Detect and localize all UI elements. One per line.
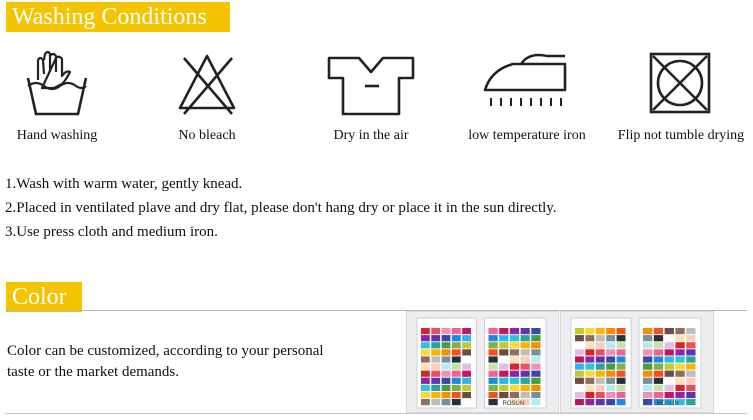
thread-swatch	[442, 356, 451, 362]
thread-swatch	[462, 378, 471, 384]
thread-swatch	[452, 349, 461, 355]
thread-swatch	[421, 378, 430, 384]
thread-swatch	[531, 392, 540, 398]
thread-swatch	[643, 335, 652, 341]
washing-instructions	[5, 172, 745, 244]
thread-swatch	[686, 399, 695, 405]
thread-swatch	[431, 342, 440, 348]
thread-swatch	[654, 371, 663, 377]
thread-swatch	[643, 356, 652, 362]
thread-swatch	[654, 378, 663, 384]
instruction-line: 2.Placed in ventilated plave and dry flat, please don't hang dry or place it in the sun directly.	[5, 200, 557, 216]
thread-swatch	[643, 364, 652, 370]
thread-swatch	[452, 328, 461, 334]
thread-swatch	[510, 335, 519, 341]
thread-swatch	[585, 364, 594, 370]
thread-swatch	[431, 371, 440, 377]
thread-swatch	[521, 328, 530, 334]
thread-swatch	[606, 349, 615, 355]
thread-swatch	[442, 349, 451, 355]
thread-swatch	[499, 385, 508, 391]
thread-swatch	[686, 349, 695, 355]
thread-swatch	[686, 356, 695, 362]
card-brand-label: ROSUN	[502, 401, 525, 407]
thread-swatch	[431, 378, 440, 384]
symbol-no-tumble-dry	[612, 50, 750, 144]
thread-swatch	[489, 356, 498, 362]
color-banner	[6, 282, 82, 312]
thread-swatch	[489, 328, 498, 334]
thread-swatch	[489, 392, 498, 398]
thread-swatch	[489, 342, 498, 348]
thread-swatch	[462, 399, 471, 405]
thread-swatch	[585, 385, 594, 391]
symbol-label: low temperature iron	[468, 128, 586, 143]
thread-swatch	[521, 385, 530, 391]
thread-swatch	[499, 342, 508, 348]
symbol-no-bleach	[162, 50, 252, 144]
thread-swatch	[675, 364, 684, 370]
thread-swatch	[654, 385, 663, 391]
thread-swatch	[521, 392, 530, 398]
thread-swatch	[531, 399, 540, 405]
thread-swatch	[452, 371, 461, 377]
symbol-hand-washing	[12, 50, 102, 144]
divider	[5, 413, 747, 414]
thread-swatch	[510, 342, 519, 348]
thread-swatch	[510, 385, 519, 391]
thread-swatch	[489, 385, 498, 391]
thread-swatch	[617, 335, 626, 341]
thread-swatch	[643, 349, 652, 355]
thread-swatch	[489, 371, 498, 377]
thread-swatch	[686, 378, 695, 384]
thread-swatch	[686, 364, 695, 370]
thread-swatch	[452, 392, 461, 398]
thread-swatch	[665, 328, 674, 334]
thread-swatch	[421, 356, 430, 362]
thread-swatch	[585, 399, 594, 405]
thread-swatch	[499, 392, 508, 398]
thread-swatch	[575, 342, 584, 348]
thread-swatch	[531, 335, 540, 341]
thread-swatch	[596, 392, 605, 398]
thread-swatch	[431, 335, 440, 341]
thread-swatch	[521, 364, 530, 370]
thread-swatch	[452, 335, 461, 341]
thread-swatch	[654, 392, 663, 398]
card-brand-label: ROSUN	[657, 401, 679, 407]
thread-swatch	[585, 328, 594, 334]
thread-swatch	[606, 392, 615, 398]
thread-swatch	[665, 335, 674, 341]
thread-swatch	[575, 349, 584, 355]
color-card-photo-right	[560, 311, 714, 413]
thread-swatch	[675, 371, 684, 377]
thread-swatch	[686, 371, 695, 377]
color-description-line: Color can be customized, according to your personal	[7, 343, 324, 359]
thread-swatch	[643, 378, 652, 384]
thread-swatch	[606, 328, 615, 334]
thread-swatch	[510, 378, 519, 384]
thread-swatch	[665, 364, 674, 370]
thread-swatch	[654, 342, 663, 348]
thread-swatch	[442, 335, 451, 341]
thread-swatch	[596, 335, 605, 341]
thread-swatch	[675, 349, 684, 355]
thread-swatch	[421, 392, 430, 398]
thread-swatch	[617, 328, 626, 334]
color-description	[7, 341, 387, 383]
thread-swatch	[421, 342, 430, 348]
thread-swatch	[686, 328, 695, 334]
thread-swatch	[675, 342, 684, 348]
thread-swatch	[606, 335, 615, 341]
thread-swatch	[643, 392, 652, 398]
thread-swatch	[421, 349, 430, 355]
thread-swatch	[421, 364, 430, 370]
thread-swatch	[531, 356, 540, 362]
thread-swatch	[617, 342, 626, 348]
thread-swatch	[643, 328, 652, 334]
thread-swatch	[686, 342, 695, 348]
thread-swatch	[643, 399, 652, 405]
thread-swatch	[431, 349, 440, 355]
thread-swatch	[521, 342, 530, 348]
thread-swatch	[585, 349, 594, 355]
thread-swatch	[431, 399, 440, 405]
thread-swatch	[462, 342, 471, 348]
color-title: Color	[12, 284, 67, 310]
thread-swatch	[665, 356, 674, 362]
thread-swatch	[499, 349, 508, 355]
thread-swatch	[531, 328, 540, 334]
thread-swatch	[606, 364, 615, 370]
thread-swatch	[617, 349, 626, 355]
thread-swatch	[421, 399, 430, 405]
thread-swatch	[596, 342, 605, 348]
thread-swatch	[675, 378, 684, 384]
dry-in-air-icon	[325, 50, 417, 118]
thread-swatch	[617, 392, 626, 398]
instruction-line: 1.Wash with warm water, gently knead.	[5, 176, 243, 192]
thread-swatch	[431, 364, 440, 370]
thread-swatch	[575, 364, 584, 370]
thread-swatch	[617, 371, 626, 377]
thread-swatch	[510, 356, 519, 362]
thread-swatch	[531, 349, 540, 355]
thread-swatch	[643, 342, 652, 348]
thread-swatch	[421, 335, 430, 341]
thread-swatch	[596, 364, 605, 370]
symbol-label: No bleach	[178, 128, 236, 143]
thread-swatch	[462, 392, 471, 398]
thread-swatch	[665, 378, 674, 384]
thread-swatch	[531, 364, 540, 370]
thread-swatch	[462, 371, 471, 377]
thread-swatch	[489, 335, 498, 341]
thread-swatch	[442, 371, 451, 377]
thread-swatch	[665, 349, 674, 355]
washing-conditions-title: Washing Conditions	[12, 4, 207, 30]
thread-swatch	[596, 378, 605, 384]
thread-swatch	[606, 378, 615, 384]
thread-swatch	[575, 392, 584, 398]
thread-swatch	[521, 335, 530, 341]
thread-swatch	[596, 371, 605, 377]
thread-swatch	[431, 328, 440, 334]
thread-swatch	[431, 356, 440, 362]
thread-swatch	[489, 364, 498, 370]
thread-swatch	[489, 349, 498, 355]
thread-swatch	[654, 356, 663, 362]
thread-swatch	[531, 378, 540, 384]
thread-swatch	[585, 378, 594, 384]
thread-swatch	[521, 371, 530, 377]
thread-swatch	[617, 399, 626, 405]
low-temp-iron-icon	[477, 50, 577, 118]
thread-swatch	[499, 378, 508, 384]
thread-swatch	[675, 356, 684, 362]
symbol-label: Dry in the air	[333, 128, 409, 143]
thread-swatch	[421, 385, 430, 391]
thread-swatch	[521, 349, 530, 355]
thread-swatch	[489, 399, 498, 405]
thread-swatch	[462, 385, 471, 391]
thread-swatch	[499, 328, 508, 334]
thread-swatch	[675, 335, 684, 341]
thread-swatch	[596, 328, 605, 334]
thread-swatch	[421, 371, 430, 377]
hand-wash-icon	[24, 50, 90, 118]
symbol-dry-in-air	[322, 50, 420, 144]
thread-swatch	[510, 328, 519, 334]
thread-swatch	[575, 378, 584, 384]
thread-swatch	[510, 392, 519, 398]
thread-swatch	[575, 335, 584, 341]
thread-swatch	[510, 349, 519, 355]
thread-swatch	[606, 342, 615, 348]
thread-swatch	[452, 342, 461, 348]
thread-swatch	[510, 371, 519, 377]
color-card-photo-left	[406, 311, 559, 413]
thread-swatch	[442, 392, 451, 398]
thread-swatch	[617, 385, 626, 391]
thread-swatch	[675, 392, 684, 398]
washing-conditions-banner	[6, 2, 230, 32]
thread-swatch	[585, 356, 594, 362]
thread-swatch	[665, 371, 674, 377]
thread-swatch	[442, 364, 451, 370]
thread-swatch	[617, 356, 626, 362]
thread-swatch	[442, 399, 451, 405]
symbol-low-temp-iron	[458, 50, 596, 144]
thread-swatch	[431, 385, 440, 391]
thread-swatch	[686, 385, 695, 391]
thread-swatch	[686, 392, 695, 398]
color-card-image	[561, 312, 713, 412]
thread-swatch	[510, 364, 519, 370]
thread-swatch	[442, 378, 451, 384]
thread-swatch	[654, 328, 663, 334]
thread-swatch	[675, 385, 684, 391]
thread-swatch	[596, 399, 605, 405]
thread-swatch	[585, 335, 594, 341]
thread-swatch	[654, 349, 663, 355]
thread-swatch	[606, 356, 615, 362]
thread-swatch	[521, 378, 530, 384]
thread-swatch	[431, 392, 440, 398]
symbol-label: Flip not tumble drying	[617, 128, 745, 143]
care-symbols-row	[0, 50, 753, 160]
thread-swatch	[452, 356, 461, 362]
thread-swatch	[462, 364, 471, 370]
thread-swatch	[531, 385, 540, 391]
thread-swatch	[421, 328, 430, 334]
thread-swatch	[452, 378, 461, 384]
thread-swatch	[452, 399, 461, 405]
thread-swatch	[575, 371, 584, 377]
thread-swatch	[643, 385, 652, 391]
thread-swatch	[606, 371, 615, 377]
thread-swatch	[499, 356, 508, 362]
thread-swatch	[654, 364, 663, 370]
no-tumble-dry-icon	[647, 50, 715, 118]
color-card-image	[407, 312, 558, 412]
thread-swatch	[665, 392, 674, 398]
thread-swatch	[686, 335, 695, 341]
thread-swatch	[665, 342, 674, 348]
thread-swatch	[654, 335, 663, 341]
thread-swatch	[489, 378, 498, 384]
symbol-label: Hand washing	[16, 128, 98, 143]
thread-swatch	[585, 371, 594, 377]
thread-swatch	[462, 349, 471, 355]
thread-swatch	[606, 399, 615, 405]
thread-swatch	[462, 335, 471, 341]
thread-swatch	[442, 328, 451, 334]
thread-swatch	[442, 342, 451, 348]
thread-swatch	[596, 356, 605, 362]
no-bleach-icon	[174, 50, 240, 118]
thread-swatch	[442, 385, 451, 391]
thread-swatch	[499, 364, 508, 370]
color-description-line: taste or the market demands.	[7, 364, 180, 380]
thread-swatch	[531, 371, 540, 377]
thread-swatch	[665, 385, 674, 391]
thread-swatch	[452, 364, 461, 370]
thread-swatch	[521, 356, 530, 362]
thread-swatch	[575, 328, 584, 334]
thread-swatch	[675, 328, 684, 334]
thread-swatch	[531, 342, 540, 348]
thread-swatch	[596, 385, 605, 391]
thread-swatch	[575, 356, 584, 362]
thread-swatch	[617, 378, 626, 384]
instruction-line: 3.Use press cloth and medium iron.	[5, 224, 218, 240]
thread-swatch	[575, 399, 584, 405]
thread-swatch	[452, 385, 461, 391]
thread-swatch	[575, 385, 584, 391]
thread-swatch	[585, 392, 594, 398]
thread-swatch	[499, 371, 508, 377]
thread-swatch	[499, 335, 508, 341]
thread-swatch	[643, 371, 652, 377]
thread-swatch	[617, 364, 626, 370]
thread-swatch	[606, 385, 615, 391]
thread-swatch	[462, 328, 471, 334]
thread-swatch	[462, 356, 471, 362]
thread-swatch	[585, 342, 594, 348]
thread-swatch	[596, 349, 605, 355]
